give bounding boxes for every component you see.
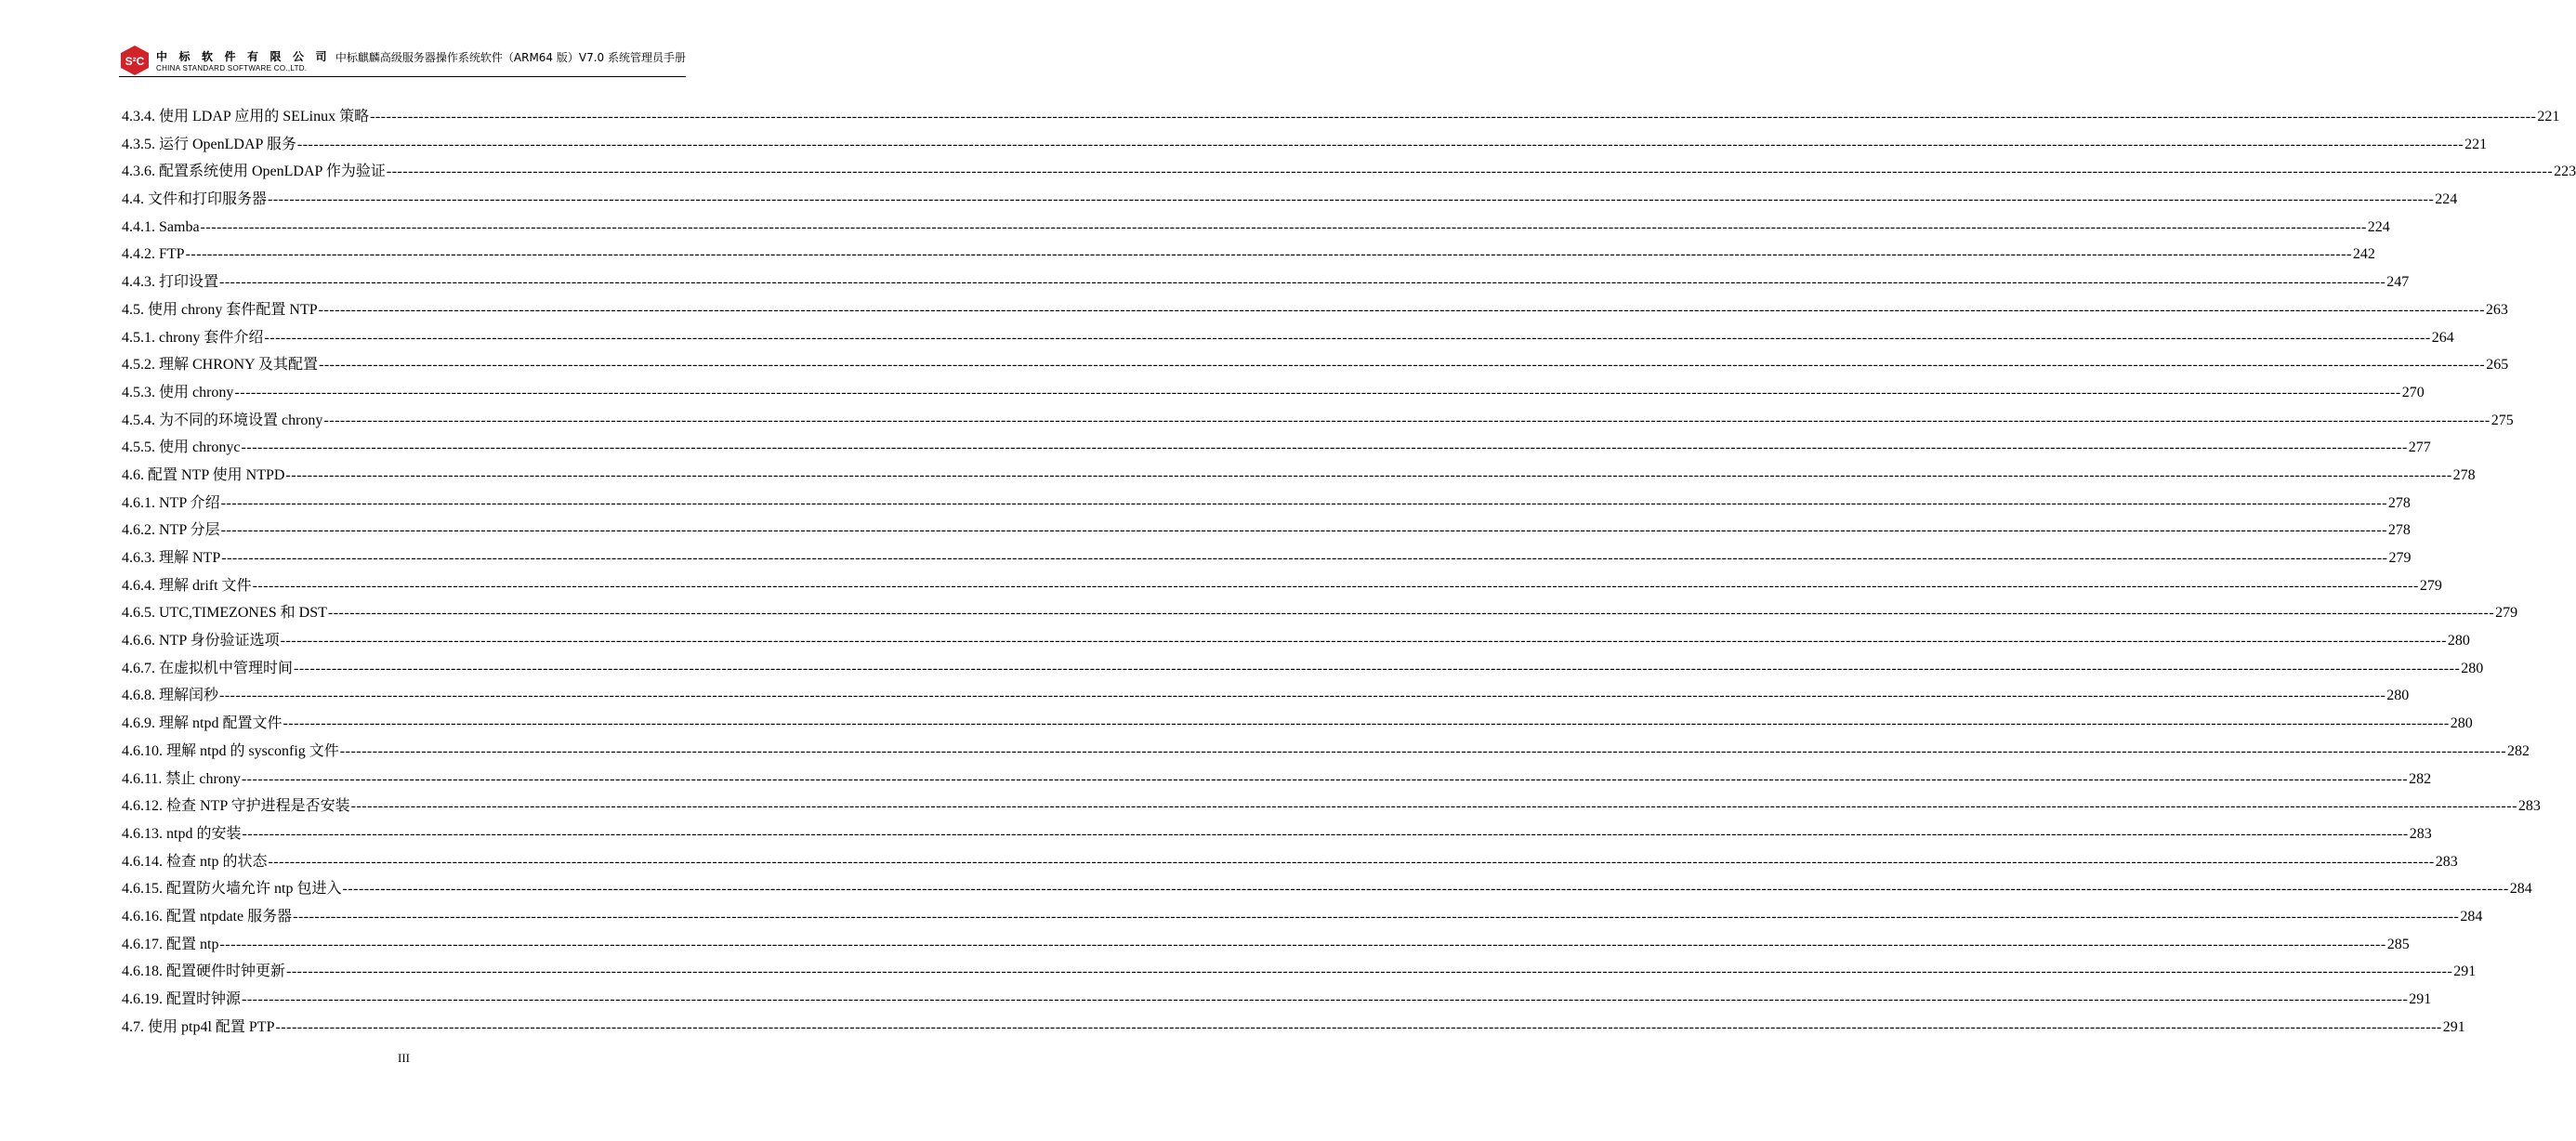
toc-entry-page: 283 xyxy=(2409,825,2432,842)
toc-leader-dots: ---------------------------------------------------------------------------------------------------------------------------------------------------------------------------------------------------------------------------------------------------------------------------------------------------------------------------------------------------------------------------------------------------------------- xyxy=(242,991,2409,1007)
toc-entry[interactable] xyxy=(122,958,2477,986)
toc-entry[interactable] xyxy=(122,848,2458,876)
toc-entry[interactable] xyxy=(122,324,2454,352)
toc-leader-dots: ---------------------------------------------------------------------------------------------------------------------------------------------------------------------------------------------------------------------------------------------------------------------------------------------------------------------------------------------------------------------------------------------------------------- xyxy=(339,742,2507,759)
toc-entry[interactable] xyxy=(122,490,2411,518)
toc-entry-page: 282 xyxy=(2409,770,2432,787)
toc-leader-dots: ---------------------------------------------------------------------------------------------------------------------------------------------------------------------------------------------------------------------------------------------------------------------------------------------------------------------------------------------------------------------------------------------------------------- xyxy=(220,494,2387,511)
toc-entry-page: 277 xyxy=(2408,439,2431,456)
toc-entry-title: 4.5.5. 使用 chronyc xyxy=(122,439,241,456)
toc-leader-dots: ---------------------------------------------------------------------------------------------------------------------------------------------------------------------------------------------------------------------------------------------------------------------------------------------------------------------------------------------------------------------------------------------------------------- xyxy=(200,218,2367,235)
toc-entry-page: 279 xyxy=(2388,550,2412,566)
toc-entry-title: 4.6.19. 配置时钟源 xyxy=(122,991,242,1007)
toc-leader-dots: ---------------------------------------------------------------------------------------------------------------------------------------------------------------------------------------------------------------------------------------------------------------------------------------------------------------------------------------------------------------------------------------------------------------- xyxy=(294,660,2461,676)
toc-leader-dots: ---------------------------------------------------------------------------------------------------------------------------------------------------------------------------------------------------------------------------------------------------------------------------------------------------------------------------------------------------------------------------------------------------------------- xyxy=(283,715,2450,732)
toc-entry[interactable] xyxy=(122,214,2390,242)
toc-leader-dots: ---------------------------------------------------------------------------------------------------------------------------------------------------------------------------------------------------------------------------------------------------------------------------------------------------------------------------------------------------------------------------------------------------------------- xyxy=(268,191,2435,208)
toc-entry-title: 4.6.11. 禁止 chrony xyxy=(122,770,241,787)
document-title: 中标麒麟高级服务器操作系统软件（ARM64 版）V7.0 系统管理员手册 xyxy=(335,51,686,64)
table-of-contents xyxy=(122,103,2576,1041)
toc-entry-page: 291 xyxy=(2453,964,2477,980)
toc-leader-dots: ---------------------------------------------------------------------------------------------------------------------------------------------------------------------------------------------------------------------------------------------------------------------------------------------------------------------------------------------------------------------------------------------------------------- xyxy=(219,688,2386,704)
toc-entry-title: 4.3.6. 配置系统使用 OpenLDAP 作为验证 xyxy=(122,164,386,180)
toc-entry-title: 4.5. 使用 chrony 套件配置 NTP xyxy=(122,301,318,318)
toc-leader-dots: ---------------------------------------------------------------------------------------------------------------------------------------------------------------------------------------------------------------------------------------------------------------------------------------------------------------------------------------------------------------------------------------------------------------- xyxy=(252,577,2419,594)
toc-entry-title: 4.6.17. 配置 ntp xyxy=(122,936,219,952)
toc-entry-page: 263 xyxy=(2485,301,2508,318)
header-divider xyxy=(119,76,686,77)
toc-entry-page: 223 xyxy=(2554,164,2576,180)
toc-leader-dots: ---------------------------------------------------------------------------------------------------------------------------------------------------------------------------------------------------------------------------------------------------------------------------------------------------------------------------------------------------------------------------------------------------------------- xyxy=(264,329,2431,346)
toc-entry[interactable] xyxy=(122,407,2514,435)
toc-entry[interactable] xyxy=(122,572,2442,600)
toc-entry[interactable] xyxy=(122,296,2508,324)
toc-entry-title: 4.4. 文件和打印服务器 xyxy=(122,191,268,208)
page-number: III xyxy=(398,1051,410,1065)
toc-entry-title: 4.4.2. FTP xyxy=(122,246,185,263)
toc-entry[interactable] xyxy=(122,434,2431,462)
toc-entry[interactable] xyxy=(122,544,2412,572)
toc-entry-page: 279 xyxy=(2495,605,2518,622)
toc-entry-page: 279 xyxy=(2419,577,2442,594)
toc-leader-dots: ---------------------------------------------------------------------------------------------------------------------------------------------------------------------------------------------------------------------------------------------------------------------------------------------------------------------------------------------------------------------------------------------------------------- xyxy=(323,412,2491,428)
toc-entry-page: 282 xyxy=(2507,742,2530,759)
toc-entry-title: 4.6.12. 检查 NTP 守护进程是否安装 xyxy=(122,798,350,815)
toc-leader-dots: ---------------------------------------------------------------------------------------------------------------------------------------------------------------------------------------------------------------------------------------------------------------------------------------------------------------------------------------------------------------------------------------------------------------- xyxy=(219,274,2386,291)
toc-entry-page: 291 xyxy=(2409,991,2432,1007)
toc-entry[interactable] xyxy=(122,379,2425,407)
toc-entry-page: 280 xyxy=(2386,688,2410,704)
toc-entry[interactable] xyxy=(122,766,2432,793)
svg-text:S²C: S²C xyxy=(125,55,145,68)
toc-entry-page: 278 xyxy=(2452,466,2476,483)
toc-entry-page: 221 xyxy=(2464,136,2488,152)
toc-entry-page: 291 xyxy=(2442,1018,2465,1035)
toc-entry-title: 4.6.1. NTP 介绍 xyxy=(122,494,220,511)
toc-entry[interactable] xyxy=(122,710,2473,738)
toc-entry-title: 4.6.8. 理解闰秒 xyxy=(122,688,219,704)
toc-entry-title: 4.6.3. 理解 NTP xyxy=(122,550,221,566)
toc-entry-page: 221 xyxy=(2537,109,2560,125)
toc-entry-page: 280 xyxy=(2450,715,2473,732)
toc-entry-page: 278 xyxy=(2387,522,2411,539)
toc-entry[interactable] xyxy=(122,158,2576,186)
toc-entry-page: 247 xyxy=(2386,274,2410,291)
toc-entry-title: 4.4.3. 打印设置 xyxy=(122,274,219,291)
toc-entry-title: 4.6.16. 配置 ntpdate 服务器 xyxy=(122,908,293,925)
toc-entry[interactable] xyxy=(122,599,2518,627)
toc-leader-dots: ---------------------------------------------------------------------------------------------------------------------------------------------------------------------------------------------------------------------------------------------------------------------------------------------------------------------------------------------------------------------------------------------------------------- xyxy=(221,550,2388,566)
toc-entry-page: 242 xyxy=(2352,246,2375,263)
toc-leader-dots: ---------------------------------------------------------------------------------------------------------------------------------------------------------------------------------------------------------------------------------------------------------------------------------------------------------------------------------------------------------------------------------------------------------------- xyxy=(185,246,2352,263)
toc-entry-title: 4.6.14. 检查 ntp 的状态 xyxy=(122,853,268,870)
toc-entry-title: 4.5.1. chrony 套件介绍 xyxy=(122,329,264,346)
toc-entry[interactable] xyxy=(122,793,2541,820)
toc-leader-dots: ---------------------------------------------------------------------------------------------------------------------------------------------------------------------------------------------------------------------------------------------------------------------------------------------------------------------------------------------------------------------------------------------------------------- xyxy=(234,384,2401,400)
toc-entry[interactable] xyxy=(122,517,2411,544)
toc-entry-page: 283 xyxy=(2517,798,2541,815)
toc-entry-page: 280 xyxy=(2447,633,2470,649)
toc-entry[interactable] xyxy=(122,462,2476,490)
toc-entry-title: 4.6.10. 理解 ntpd 的 sysconfig 文件 xyxy=(122,742,339,759)
toc-leader-dots: ---------------------------------------------------------------------------------------------------------------------------------------------------------------------------------------------------------------------------------------------------------------------------------------------------------------------------------------------------------------------------------------------------------------- xyxy=(285,466,2452,483)
company-logo xyxy=(119,45,151,76)
toc-entry-page: 224 xyxy=(2435,191,2458,208)
toc-entry-page: 284 xyxy=(2509,881,2532,898)
toc-entry[interactable] xyxy=(122,131,2488,159)
toc-entry-title: 4.6.9. 理解 ntpd 配置文件 xyxy=(122,715,283,732)
toc-entry[interactable] xyxy=(122,241,2375,269)
toc-entry-title: 4.5.4. 为不同的环境设置 chrony xyxy=(122,412,323,428)
company-name-cn: 中标软件有限公司 xyxy=(156,50,339,63)
toc-entry-title: 4.7. 使用 ptp4l 配置 PTP xyxy=(122,1018,275,1035)
toc-leader-dots: ---------------------------------------------------------------------------------------------------------------------------------------------------------------------------------------------------------------------------------------------------------------------------------------------------------------------------------------------------------------------------------------------------------------- xyxy=(318,357,2486,374)
toc-entry-title: 4.3.4. 使用 LDAP 应用的 SELinux 策略 xyxy=(122,109,370,125)
toc-entry[interactable] xyxy=(122,186,2458,214)
toc-entry[interactable] xyxy=(122,103,2560,131)
toc-entry-title: 4.6.4. 理解 drift 文件 xyxy=(122,577,252,594)
toc-leader-dots: ---------------------------------------------------------------------------------------------------------------------------------------------------------------------------------------------------------------------------------------------------------------------------------------------------------------------------------------------------------------------------------------------------------------- xyxy=(327,605,2495,622)
toc-entry-title: 4.6.2. NTP 分层 xyxy=(122,522,220,539)
toc-leader-dots: ---------------------------------------------------------------------------------------------------------------------------------------------------------------------------------------------------------------------------------------------------------------------------------------------------------------------------------------------------------------------------------------------------------------- xyxy=(241,770,2409,787)
toc-entry-title: 4.6.18. 配置硬件时钟更新 xyxy=(122,964,286,980)
toc-entry-page: 265 xyxy=(2486,357,2509,374)
toc-leader-dots: ---------------------------------------------------------------------------------------------------------------------------------------------------------------------------------------------------------------------------------------------------------------------------------------------------------------------------------------------------------------------------------------------------------------- xyxy=(293,908,2460,925)
toc-entry-title: 4.6.6. NTP 身份验证选项 xyxy=(122,633,280,649)
toc-entry-page: 275 xyxy=(2491,412,2514,428)
toc-leader-dots: ---------------------------------------------------------------------------------------------------------------------------------------------------------------------------------------------------------------------------------------------------------------------------------------------------------------------------------------------------------------------------------------------------------------- xyxy=(241,439,2408,456)
toc-entry[interactable] xyxy=(122,875,2532,903)
toc-entry[interactable] xyxy=(122,931,2410,959)
toc-entry-title: 4.3.5. 运行 OpenLDAP 服务 xyxy=(122,136,296,152)
toc-entry[interactable] xyxy=(122,655,2484,683)
toc-entry[interactable] xyxy=(122,351,2509,379)
toc-entry[interactable] xyxy=(122,627,2470,655)
toc-leader-dots: ---------------------------------------------------------------------------------------------------------------------------------------------------------------------------------------------------------------------------------------------------------------------------------------------------------------------------------------------------------------------------------------------------------------- xyxy=(350,798,2517,815)
toc-leader-dots: ---------------------------------------------------------------------------------------------------------------------------------------------------------------------------------------------------------------------------------------------------------------------------------------------------------------------------------------------------------------------------------------------------------------- xyxy=(342,881,2509,898)
toc-entry-page: 283 xyxy=(2435,853,2458,870)
toc-leader-dots: ---------------------------------------------------------------------------------------------------------------------------------------------------------------------------------------------------------------------------------------------------------------------------------------------------------------------------------------------------------------------------------------------------------------- xyxy=(280,633,2447,649)
toc-entry-page: 285 xyxy=(2386,936,2410,952)
toc-entry-title: 4.5.3. 使用 chrony xyxy=(122,384,234,400)
toc-entry-title: 4.6.5. UTC,TIMEZONES 和 DST xyxy=(122,605,327,622)
toc-entry-title: 4.6.13. ntpd 的安装 xyxy=(122,825,242,842)
toc-entry-page: 224 xyxy=(2367,218,2390,235)
toc-entry-page: 270 xyxy=(2401,384,2425,400)
toc-leader-dots: ---------------------------------------------------------------------------------------------------------------------------------------------------------------------------------------------------------------------------------------------------------------------------------------------------------------------------------------------------------------------------------------------------------------- xyxy=(370,109,2537,125)
toc-leader-dots: ---------------------------------------------------------------------------------------------------------------------------------------------------------------------------------------------------------------------------------------------------------------------------------------------------------------------------------------------------------------------------------------------------------------- xyxy=(386,164,2554,180)
toc-entry-page: 284 xyxy=(2460,908,2483,925)
toc-leader-dots: ---------------------------------------------------------------------------------------------------------------------------------------------------------------------------------------------------------------------------------------------------------------------------------------------------------------------------------------------------------------------------------------------------------------- xyxy=(275,1018,2442,1035)
toc-entry-title: 4.4.1. Samba xyxy=(122,218,200,235)
toc-leader-dots: ---------------------------------------------------------------------------------------------------------------------------------------------------------------------------------------------------------------------------------------------------------------------------------------------------------------------------------------------------------------------------------------------------------------- xyxy=(220,522,2387,539)
toc-leader-dots: ---------------------------------------------------------------------------------------------------------------------------------------------------------------------------------------------------------------------------------------------------------------------------------------------------------------------------------------------------------------------------------------------------------------- xyxy=(286,964,2453,980)
toc-entry-page: 278 xyxy=(2387,494,2411,511)
toc-entry[interactable] xyxy=(122,269,2410,296)
toc-entry[interactable] xyxy=(122,738,2530,766)
toc-entry-title: 4.6.15. 配置防火墙允许 ntp 包进入 xyxy=(122,881,342,898)
toc-leader-dots: ---------------------------------------------------------------------------------------------------------------------------------------------------------------------------------------------------------------------------------------------------------------------------------------------------------------------------------------------------------------------------------------------------------------- xyxy=(268,853,2435,870)
toc-entry[interactable] xyxy=(122,1014,2465,1042)
page-header xyxy=(119,43,686,76)
toc-entry-page: 264 xyxy=(2431,329,2454,346)
toc-leader-dots: ---------------------------------------------------------------------------------------------------------------------------------------------------------------------------------------------------------------------------------------------------------------------------------------------------------------------------------------------------------------------------------------------------------------- xyxy=(318,301,2485,318)
toc-leader-dots: ---------------------------------------------------------------------------------------------------------------------------------------------------------------------------------------------------------------------------------------------------------------------------------------------------------------------------------------------------------------------------------------------------------------- xyxy=(219,936,2386,952)
toc-entry[interactable] xyxy=(122,820,2432,848)
toc-entry[interactable] xyxy=(122,903,2483,931)
toc-leader-dots: ---------------------------------------------------------------------------------------------------------------------------------------------------------------------------------------------------------------------------------------------------------------------------------------------------------------------------------------------------------------------------------------------------------------- xyxy=(296,136,2464,152)
toc-leader-dots: ---------------------------------------------------------------------------------------------------------------------------------------------------------------------------------------------------------------------------------------------------------------------------------------------------------------------------------------------------------------------------------------------------------------- xyxy=(242,825,2409,842)
toc-entry[interactable] xyxy=(122,682,2410,710)
toc-entry[interactable] xyxy=(122,986,2432,1014)
toc-entry-title: 4.6. 配置 NTP 使用 NTPD xyxy=(122,466,285,483)
toc-entry-title: 4.5.2. 理解 CHRONY 及其配置 xyxy=(122,357,318,374)
toc-entry-page: 280 xyxy=(2461,660,2484,676)
company-name-en: CHINA STANDARD SOFTWARE CO.,LTD. xyxy=(156,64,308,72)
toc-entry-title: 4.6.7. 在虚拟机中管理时间 xyxy=(122,660,294,676)
